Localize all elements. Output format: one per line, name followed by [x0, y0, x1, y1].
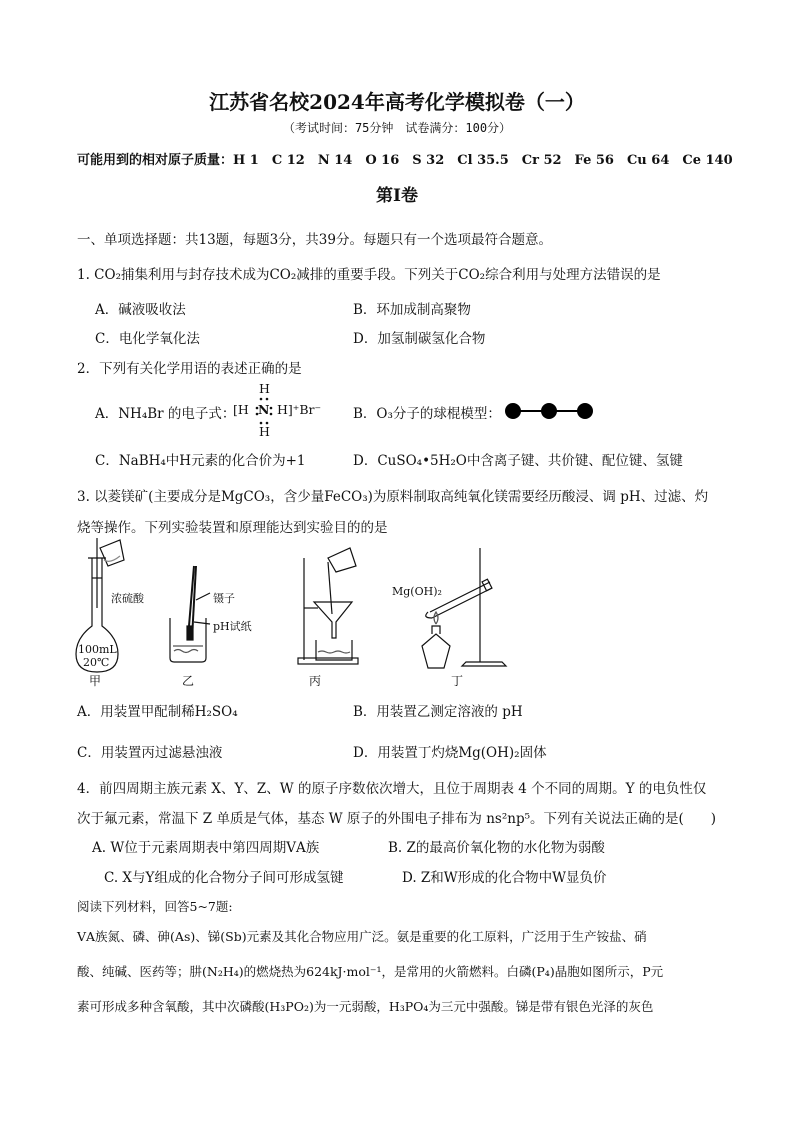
- apparatus-yi-beaker: [170, 566, 210, 662]
- label-ph-paper: pH试纸: [213, 620, 252, 633]
- question-4-option-d: D. Z和W形成的化合物中W显负价: [402, 870, 607, 886]
- label-magnesium-hydroxide: Mg(OH)₂: [392, 585, 442, 598]
- section-title: 第Ⅰ卷: [376, 186, 418, 206]
- question-1-option-d: D．加氢制碳氢化合物: [353, 331, 486, 347]
- electron-formula-n: N: [258, 402, 270, 417]
- question-2-option-b: B．O₃分子的球棍模型：: [353, 406, 501, 422]
- question-2-option-a: [95, 402, 235, 422]
- question-1-option-c: C．电化学氧化法: [95, 331, 200, 347]
- label-tweezers: 镊子: [213, 592, 235, 605]
- material-line-1: ⅤA族氮、磷、砷(As)、锑(Sb)元素及其化合物应用广泛。氨是重要的化工原料，广泛用于生产铵盐、硝: [77, 929, 647, 944]
- question-4-option-c: C. X与Y组成的化合物分子间可形成氢键: [104, 870, 344, 886]
- question-3-stem-line1: 3. 以菱镁矿(主要成分是MgCO₃，含少量FeCO₃)为原料制取高纯氧化镁需要经历酸浸、调 pH、过滤、灼: [77, 489, 709, 505]
- material-line-3: 素可形成多种含氧酸，其中次磷酸(H₃PO₂)为一元弱酸，H₃PO₄为三元中强酸。锑是带有银色光泽的灰色: [77, 999, 654, 1014]
- atomic-masses: 可能用到的相对原子质量：H 1 C 12 N 14 O 16 S 32 Cl 35.5 Cr 52 Fe 56 Cu 64 Ce 140: [77, 153, 733, 168]
- question-1-option-a: A．碱液吸收法: [95, 302, 186, 318]
- exam-title: 江苏省名校2024年高考化学模拟卷（一）: [209, 90, 585, 114]
- electron-formula-right: H]⁺Br⁻: [277, 402, 322, 417]
- caption-jia: 甲: [88, 674, 101, 688]
- material-line-2: 酸、纯碱、医药等；肼(N₂H₄)的燃烧热为624kJ·mol⁻¹，是常用的火箭燃料。白磷(P₄)晶胞如图所示，P元: [77, 964, 664, 979]
- question-4-stem-line1: 4．前四周期主族元素 X、Y、Z、W 的原子序数依次增大，且位于周期表 4 个不同的周期。Y 的电负性仅: [77, 781, 707, 797]
- caption-yi: 乙: [181, 674, 194, 688]
- question-3-option-c: C．用装置丙过滤悬浊液: [77, 745, 223, 761]
- electron-formula-top-h: H: [259, 381, 270, 396]
- question-4-stem-line2: 次于氟元素，常温下 Z 单质是气体，基态 W 原子的外围电子排布为 ns²np⁵。下列有关说法正确的是( ): [77, 811, 717, 827]
- electron-dots: [246, 393, 282, 429]
- question-2-option-c: C．NaBH₄中H元素的化合价为+1: [95, 453, 306, 469]
- question-4-option-a: A. W位于元素周期表中第四周期ⅤA族: [92, 840, 320, 856]
- caption-bing: 丙: [308, 674, 321, 688]
- question-2-option-a-prefix: A．NH₄Br 的电子式：: [95, 406, 236, 422]
- apparatus-bing-filter: [298, 548, 358, 664]
- question-4-option-b: B. Z的最高价氧化物的水化物为弱酸: [388, 840, 605, 856]
- question-1-stem: 1. CO₂捕集利用与封存技术成为CO₂减排的重要手段。下列关于CO₂综合利用与处理方法错误的是: [77, 267, 661, 283]
- electron-formula-left: [H: [233, 402, 249, 417]
- label-flask-temperature: 20℃: [83, 656, 110, 669]
- question-3-option-a: A．用装置甲配制稀H₂SO₄: [77, 704, 238, 720]
- section1-heading: 一、单项选择题：共13题，每题3分，共39分。每题只有一个选项最符合题意。: [77, 232, 552, 248]
- question-3-option-d: D．用装置丁灼烧Mg(OH)₂固体: [353, 745, 547, 761]
- question-3-stem-line2: 烧等操作。下列实验装置和原理能达到实验目的的是: [77, 520, 388, 536]
- ozone-ball-stick-model-icon: [503, 401, 595, 421]
- apparatus-figure: [70, 538, 510, 688]
- apparatus-ding-heating: [422, 548, 506, 668]
- label-concentrated-sulfuric-acid: 浓硫酸: [111, 592, 144, 605]
- electron-formula-bottom-h: H: [259, 424, 270, 439]
- question-3-option-b: B．用装置乙测定溶液的 pH: [353, 704, 523, 720]
- question-2-option-d: D．CuSO₄•5H₂O中含离子键、共价键、配位键、氢键: [353, 453, 683, 469]
- question-1-option-b: B．环加成制高聚物: [353, 302, 471, 318]
- caption-ding: 丁: [450, 674, 463, 688]
- question-2-stem: 2．下列有关化学用语的表述正确的是: [77, 361, 302, 377]
- exam-subtitle: （考试时间：75分钟 试卷满分：100分）: [282, 121, 512, 135]
- label-flask-volume: 100mL: [78, 643, 117, 656]
- material-intro: 阅读下列材料，回答5~7题:: [77, 899, 233, 914]
